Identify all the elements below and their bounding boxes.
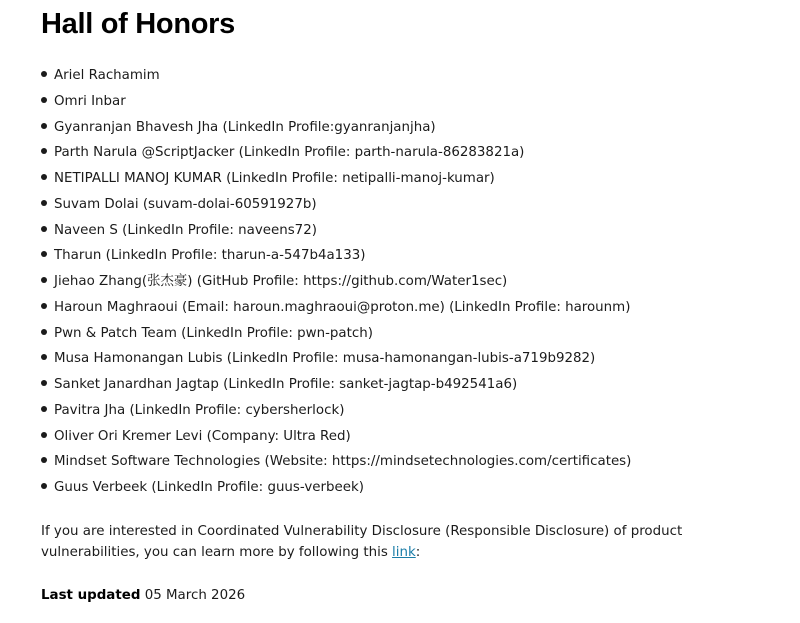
- honoree-name: Ariel Rachamim: [54, 68, 160, 83]
- bullet-icon: [41, 277, 47, 283]
- last-updated: [41, 586, 245, 606]
- honoree-item: [41, 192, 631, 218]
- honoree-name: Haroun Maghraoui (Email: haroun.maghraoui@proton.me) (LinkedIn Profile: harounm): [54, 299, 631, 315]
- honoree-name: Mindset Software Technologies (Website: https://mindsetechnologies.com/certificates): [54, 454, 632, 470]
- bullet-icon: [41, 354, 47, 360]
- disclosure-punctuation: :: [415, 545, 421, 560]
- bullet-icon: [41, 226, 47, 232]
- bullet-icon: [41, 200, 47, 206]
- honoree-item: [41, 295, 631, 321]
- honoree-item: [41, 321, 631, 347]
- disclosure-text: If you are interested in Coordinated Vulnerability Disclosure (Responsible Disclosure) of product vulnerabilities, you can learn more by following this: [41, 524, 683, 560]
- honoree-name: Jiehao Zhang(张杰豪) (GitHub Profile: https://github.com/Water1sec): [54, 274, 508, 289]
- honoree-name: Suvam Dolai (suvam-dolai-60591927b): [54, 196, 317, 212]
- bullet-icon: [41, 329, 47, 335]
- bullet-icon: [41, 303, 47, 309]
- honoree-item: [41, 449, 631, 475]
- honoree-item: [41, 89, 631, 115]
- disclosure-paragraph: [41, 521, 741, 563]
- honoree-item: [41, 372, 631, 398]
- honoree-name: Naveen S (LinkedIn Profile: naveens72): [54, 222, 317, 238]
- honoree-name: Sanket Janardhan Jagtap (LinkedIn Profile: sanket-jagtap-b492541a6): [54, 377, 518, 392]
- honoree-item: [41, 269, 631, 295]
- bullet-icon: [41, 432, 47, 438]
- honoree-name: Tharun (LinkedIn Profile: tharun-a-547b4a133): [54, 248, 366, 264]
- disclosure-link[interactable]: link: [392, 545, 416, 560]
- honoree-item: [41, 346, 631, 372]
- bullet-icon: [41, 251, 47, 257]
- bullet-icon: [41, 97, 47, 103]
- honoree-name: Parth Narula @ScriptJacker (LinkedIn Profile: parth-narula-86283821a): [54, 145, 525, 161]
- bullet-icon: [41, 71, 47, 77]
- bullet-icon: [41, 148, 47, 154]
- honoree-name: Pwn & Patch Team (LinkedIn Profile: pwn-patch): [54, 325, 373, 341]
- page-title: Hall of Honors: [41, 8, 235, 40]
- honoree-item: [41, 115, 631, 141]
- bullet-icon: [41, 123, 47, 129]
- honoree-name: Musa Hamonangan Lubis (LinkedIn Profile: musa-hamonangan-lubis-a719b9282): [54, 351, 596, 367]
- honoree-name: Omri Inbar: [54, 93, 126, 109]
- last-updated-label: Last updated: [41, 588, 141, 603]
- honoree-item: [41, 424, 631, 450]
- bullet-icon: [41, 483, 47, 489]
- honoree-item: [41, 166, 631, 192]
- honoree-name: NETIPALLI MANOJ KUMAR (LinkedIn Profile: netipalli-manoj-kumar): [54, 171, 495, 186]
- honoree-item: [41, 398, 631, 424]
- honoree-name: Gyanranjan Bhavesh Jha (LinkedIn Profile:gyanranjanjha): [54, 119, 436, 135]
- last-updated-date: 05 March 2026: [144, 588, 246, 603]
- bullet-icon: [41, 380, 47, 386]
- bullet-icon: [41, 457, 47, 463]
- honoree-item: [41, 63, 631, 89]
- bullet-icon: [41, 406, 47, 412]
- honoree-name: Guus Verbeek (LinkedIn Profile: guus-verbeek): [54, 480, 364, 495]
- honoree-item: [41, 243, 631, 269]
- bullet-icon: [41, 174, 47, 180]
- honors-list: [41, 63, 631, 501]
- honoree-item: [41, 140, 631, 166]
- honoree-item: [41, 218, 631, 244]
- honoree-item: [41, 475, 631, 501]
- honoree-name: Pavitra Jha (LinkedIn Profile: cybersherlock): [54, 402, 345, 418]
- honoree-name: Oliver Ori Kremer Levi (Company: Ultra Red): [54, 428, 351, 444]
